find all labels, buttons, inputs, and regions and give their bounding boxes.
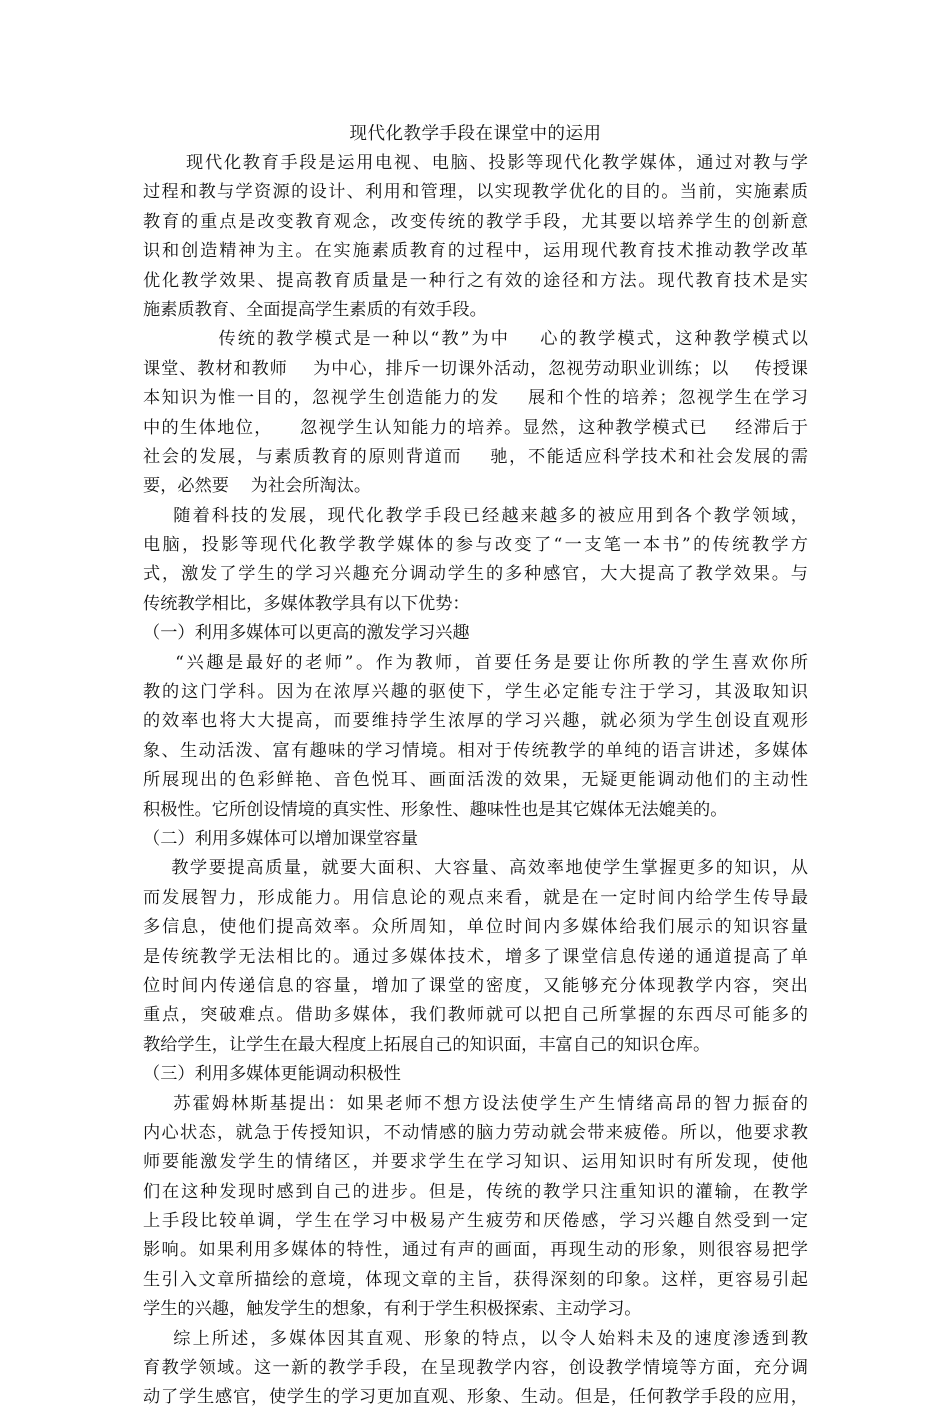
paragraph-line: 中的生体地位， 忽视学生认知能力的培养。显然，这种教学模式已 经滞后于 — [143, 417, 808, 438]
paragraph-line: 动了学生感官，使学生的学习更加直观、形象、生动。但是，任何教学手段的应用， — [143, 1387, 808, 1408]
paragraph-line: 现代化教育手段是运用电视、电脑、投影等现代化教学媒体，通过对教与学 — [143, 153, 808, 173]
paragraph-line: 施素质教育、全面提高学生素质的有效手段。 — [143, 299, 487, 320]
paragraph-line: 社会的发展，与素质教育的原则背道而 驰，不能适应科学技术和社会发展的需 — [143, 446, 808, 467]
paragraph-line: 电脑，投影等现代化教学教学媒体的参与改变了“一支笔一本书”的传统教学方 — [143, 535, 808, 556]
paragraph-line: 优化教学效果、提高教育质量是一种行之有效的途径和方法。现代教育技术是实 — [143, 270, 808, 291]
paragraph-line: 积极性。它所创设情境的真实性、形象性、趣味性也是其它媒体无法媲美的。 — [143, 799, 728, 820]
paragraph-line: 随着科技的发展，现代化教学手段已经越来越多的被应用到各个教学领域， — [143, 505, 808, 526]
paragraph-line: 教给学生，让学生在最大程度上拓展自己的知识面，丰富自己的知识仓库。 — [143, 1034, 711, 1055]
paragraph-line: 生引入文章所描绘的意境，体现文章的主旨，获得深刻的印象。这样，更容易引起 — [143, 1269, 808, 1290]
paragraph-line: 过程和教与学资源的设计、利用和管理，以实现教学优化的目的。当前，实施素质 — [143, 182, 808, 203]
paragraph-line: 课堂、教材和教师 为中心，排斥一切课外活动，忽视劳动职业训练；以 传授课 — [143, 358, 808, 379]
paragraph-line: 教的这门学科。因为在浓厚兴趣的驱使下，学生必定能专注于学习，其汲取知识 — [143, 682, 808, 703]
paragraph-line: 多信息，使他们提高效率。众所周知，单位时间内多媒体给我们展示的知识容量 — [143, 917, 808, 938]
paragraph-line: 传统的教学模式是一种以“教”为中 心的教学模式，这种教学模式以 — [143, 329, 808, 350]
paragraph-line: 育教学领域。这一新的教学手段，在呈现教学内容，创设教学情境等方面，充分调 — [143, 1358, 808, 1379]
paragraph-line: 要，必然要 为社会所淘汰。 — [143, 476, 372, 497]
section-heading: （一）利用多媒体可以更高的激发学习兴趣 — [143, 623, 470, 644]
paragraph-line: 教学要提高质量，就要大面积、大容量、高效率地使学生掌握更多的知识，从 — [143, 858, 808, 879]
document-body — [143, 149, 808, 1413]
paragraph-line: 影响。如果利用多媒体的特性，通过有声的画面，再现生动的形象，则很容易把学 — [143, 1240, 808, 1261]
paragraph-line: 所展现出的色彩鲜艳、音色悦耳、画面活泼的效果，无疑更能调动他们的主动性 — [143, 770, 808, 791]
paragraph-line: 是传统教学无法相比的。通过多媒体技术，增多了课堂信息传递的通道提高了单 — [143, 946, 808, 967]
paragraph-line: 识和创造精神为主。在实施素质教育的过程中，运用现代教育技术推动教学改革 — [143, 241, 808, 262]
document-page — [143, 119, 808, 1413]
paragraph-line: “兴趣是最好的老师”。作为教师，首要任务是要让你所教的学生喜欢你所 — [143, 652, 808, 673]
document-title: 现代化教学手段在课堂中的运用 — [349, 124, 602, 144]
paragraph-line: 的效率也将大大提高，而要维持学生浓厚的学习兴趣，就必须为学生创设直观形 — [143, 711, 808, 732]
paragraph-line: 苏霍姆林斯基提出：如果老师不想方设法使学生产生情绪高昂的智力振奋的 — [143, 1093, 808, 1114]
paragraph-line: 内心状态，就急于传授知识，不动情感的脑力劳动就会带来疲倦。所以，他要求教 — [143, 1122, 808, 1143]
paragraph-line: 而发展智力，形成能力。用信息论的观点来看，就是在一定时间内给学生传导最 — [143, 887, 808, 908]
paragraph-line: 本知识为惟一目的，忽视学生创造能力的发 展和个性的培养；忽视学生在学习 — [143, 388, 808, 409]
paragraph-line: 位时间内传递信息的容量，增加了课堂的密度，又能够充分体现教学内容，突出 — [143, 975, 808, 996]
paragraph-line: 们在这种发现时感到自己的进步。但是，传统的教学只注重知识的灌输，在教学 — [143, 1181, 808, 1202]
paragraph-line: 传统教学相比，多媒体教学具有以下优势： — [143, 593, 470, 614]
paragraph-line: 重点，突破难点。借助多媒体，我们教师就可以把自己所掌握的东西尽可能多的 — [143, 1005, 808, 1026]
paragraph-line: 教育的重点是改变教育观念，改变传统的教学手段，尤其要以培养学生的创新意 — [143, 211, 808, 232]
paragraph-line: 象、生动活泼、富有趣味的学习情境。相对于传统教学的单纯的语言讲述，多媒体 — [143, 740, 808, 761]
paragraph-line: 学生的兴趣，触发学生的想象，有利于学生积极探索、主动学习。 — [143, 1299, 642, 1320]
paragraph-line: 上手段比较单调，学生在学习中极易产生疲劳和厌倦感，学习兴趣自然受到一定 — [143, 1211, 808, 1232]
section-heading: （三）利用多媒体更能调动积极性 — [143, 1064, 401, 1085]
paragraph-line: 师要能激发学生的情绪区，并要求学生在学习知识、运用知识时有所发现，使他 — [143, 1152, 808, 1173]
paragraph-line: 综上所述，多媒体因其直观、形象的特点，以令人始料未及的速度渗透到教 — [143, 1328, 808, 1349]
section-heading: （二）利用多媒体可以增加课堂容量 — [143, 828, 419, 849]
paragraph-line: 式，激发了学生的学习兴趣充分调动学生的多种感官，大大提高了教学效果。与 — [143, 564, 808, 585]
